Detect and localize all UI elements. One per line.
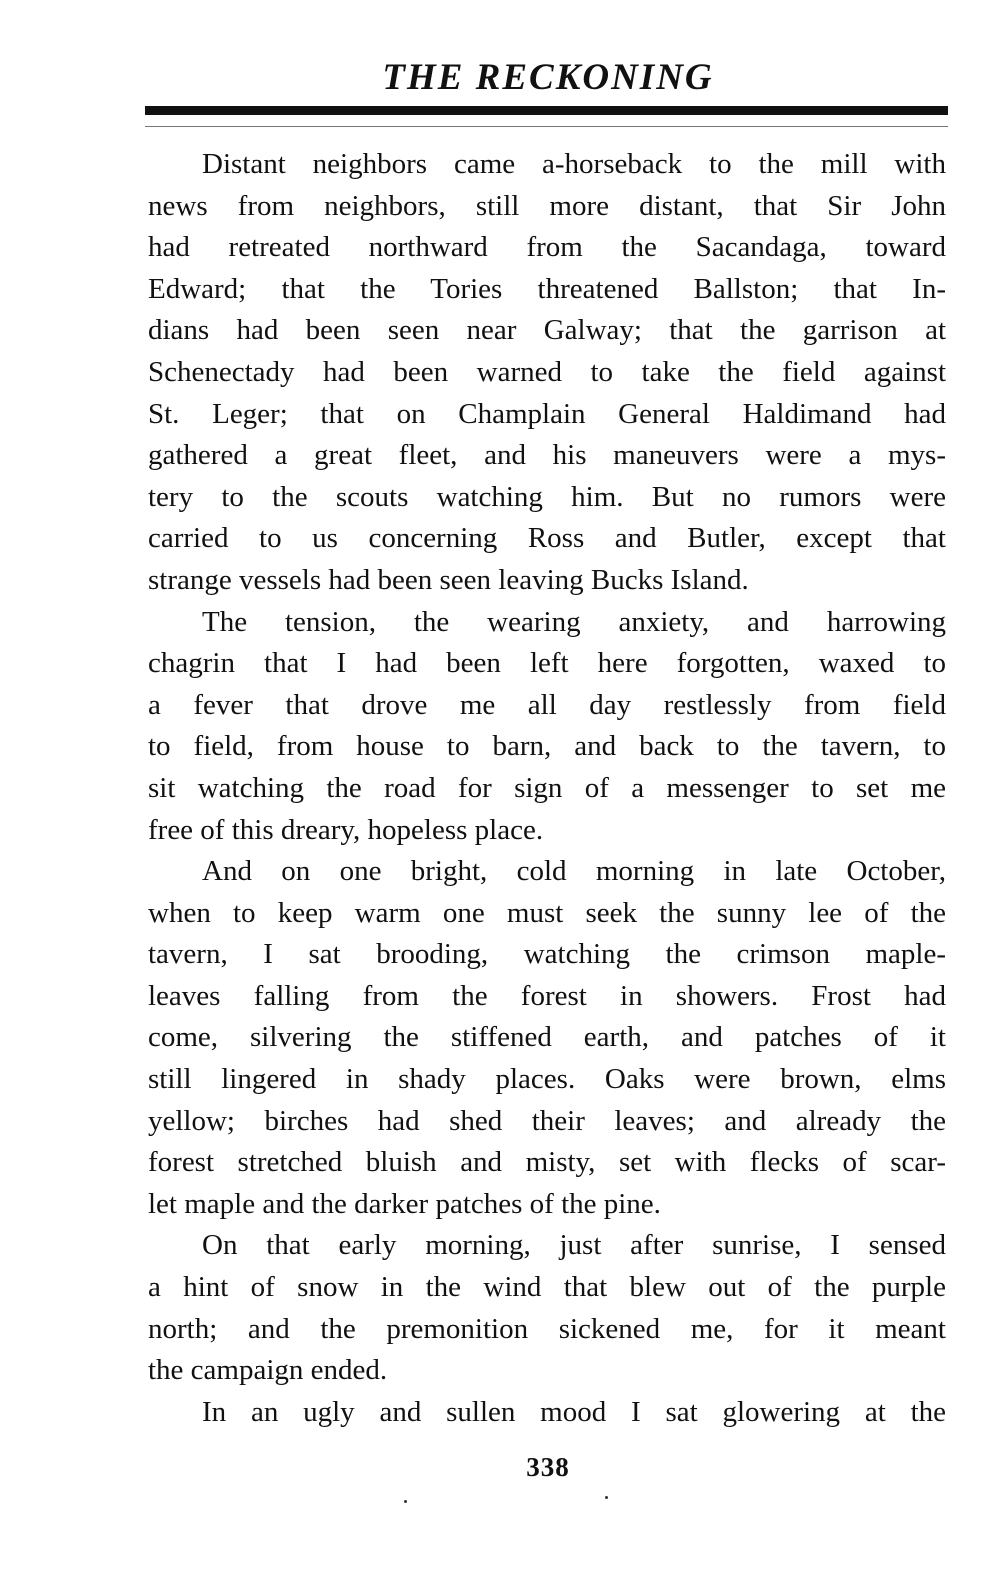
text-line: still lingered in shady places. Oaks were brown, elms (148, 1063, 946, 1096)
text-line: dians had been seen near Galway; that the garrison at (148, 314, 946, 347)
text-line: the campaign ended. (148, 1354, 388, 1387)
text-line: chagrin that I had been left here forgotten, waxed to (148, 647, 946, 680)
text-line: gathered a great fleet, and his maneuvers were a mys- (148, 439, 946, 472)
text-line: a fever that drove me all day restlessly from field (148, 688, 946, 721)
paragraph-5 (148, 1392, 946, 1434)
text-line: tavern, I sat brooding, watching the crimson maple- (148, 938, 946, 971)
text-line: to field, from house to barn, and back to the tavern, to (148, 730, 946, 763)
text-line: free of this dreary, hopeless place. (148, 813, 544, 846)
text-line: carried to us concerning Ross and Butler, except that (148, 522, 946, 555)
text-line: On that early morning, just after sunrise, I sensed (202, 1229, 946, 1262)
text-line: Edward; that the Tories threatened Ballston; that In- (148, 272, 946, 305)
text-line: a hint of snow in the wind that blew out of the purple (148, 1271, 946, 1304)
paragraph-3 (148, 851, 946, 1225)
running-head: THE RECKONING (382, 57, 714, 98)
text-line: when to keep warm one must seek the sunny lee of the (148, 896, 946, 929)
print-speck (404, 1500, 407, 1503)
text-line: let maple and the darker patches of the pine. (148, 1187, 661, 1220)
text-line: leaves falling from the forest in showers. Frost had (148, 979, 946, 1012)
text-line: yellow; birches had shed their leaves; and already the (148, 1104, 946, 1137)
text-line: sit watching the road for sign of a messenger to set me (148, 771, 946, 804)
header-rule-thick (145, 106, 948, 115)
text-line: St. Leger; that on Champlain General Haldimand had (148, 397, 946, 430)
paragraph-1 (148, 144, 946, 602)
paragraph-4 (148, 1225, 946, 1391)
text-line: Distant neighbors came a-horseback to the mill with (202, 148, 946, 180)
text-line: come, silvering the stiffened earth, and patches of it (148, 1021, 946, 1054)
text-line: And on one bright, cold morning in late October, (202, 855, 946, 888)
text-line: strange vessels had been seen leaving Bucks Island. (148, 563, 749, 596)
text-line: In an ugly and sullen mood I sat glowering at the (202, 1395, 946, 1428)
body-text (148, 144, 946, 1433)
header-rule-thin (145, 126, 948, 127)
text-line: had retreated northward from the Sacandaga, toward (148, 231, 946, 264)
paragraph-2 (148, 602, 946, 852)
text-line: forest stretched bluish and misty, set with flecks of scar- (148, 1146, 946, 1179)
text-line: Schenectady had been warned to take the field against (148, 355, 946, 388)
text-line: tery to the scouts watching him. But no rumors were (148, 480, 946, 513)
text-line: The tension, the wearing anxiety, and harrowing (202, 605, 946, 638)
page-number: 338 (526, 1452, 570, 1482)
print-speck (605, 1496, 608, 1499)
text-line: north; and the premonition sickened me, for it meant (148, 1312, 946, 1345)
text-line: news from neighbors, still more distant, that Sir John (148, 189, 946, 222)
